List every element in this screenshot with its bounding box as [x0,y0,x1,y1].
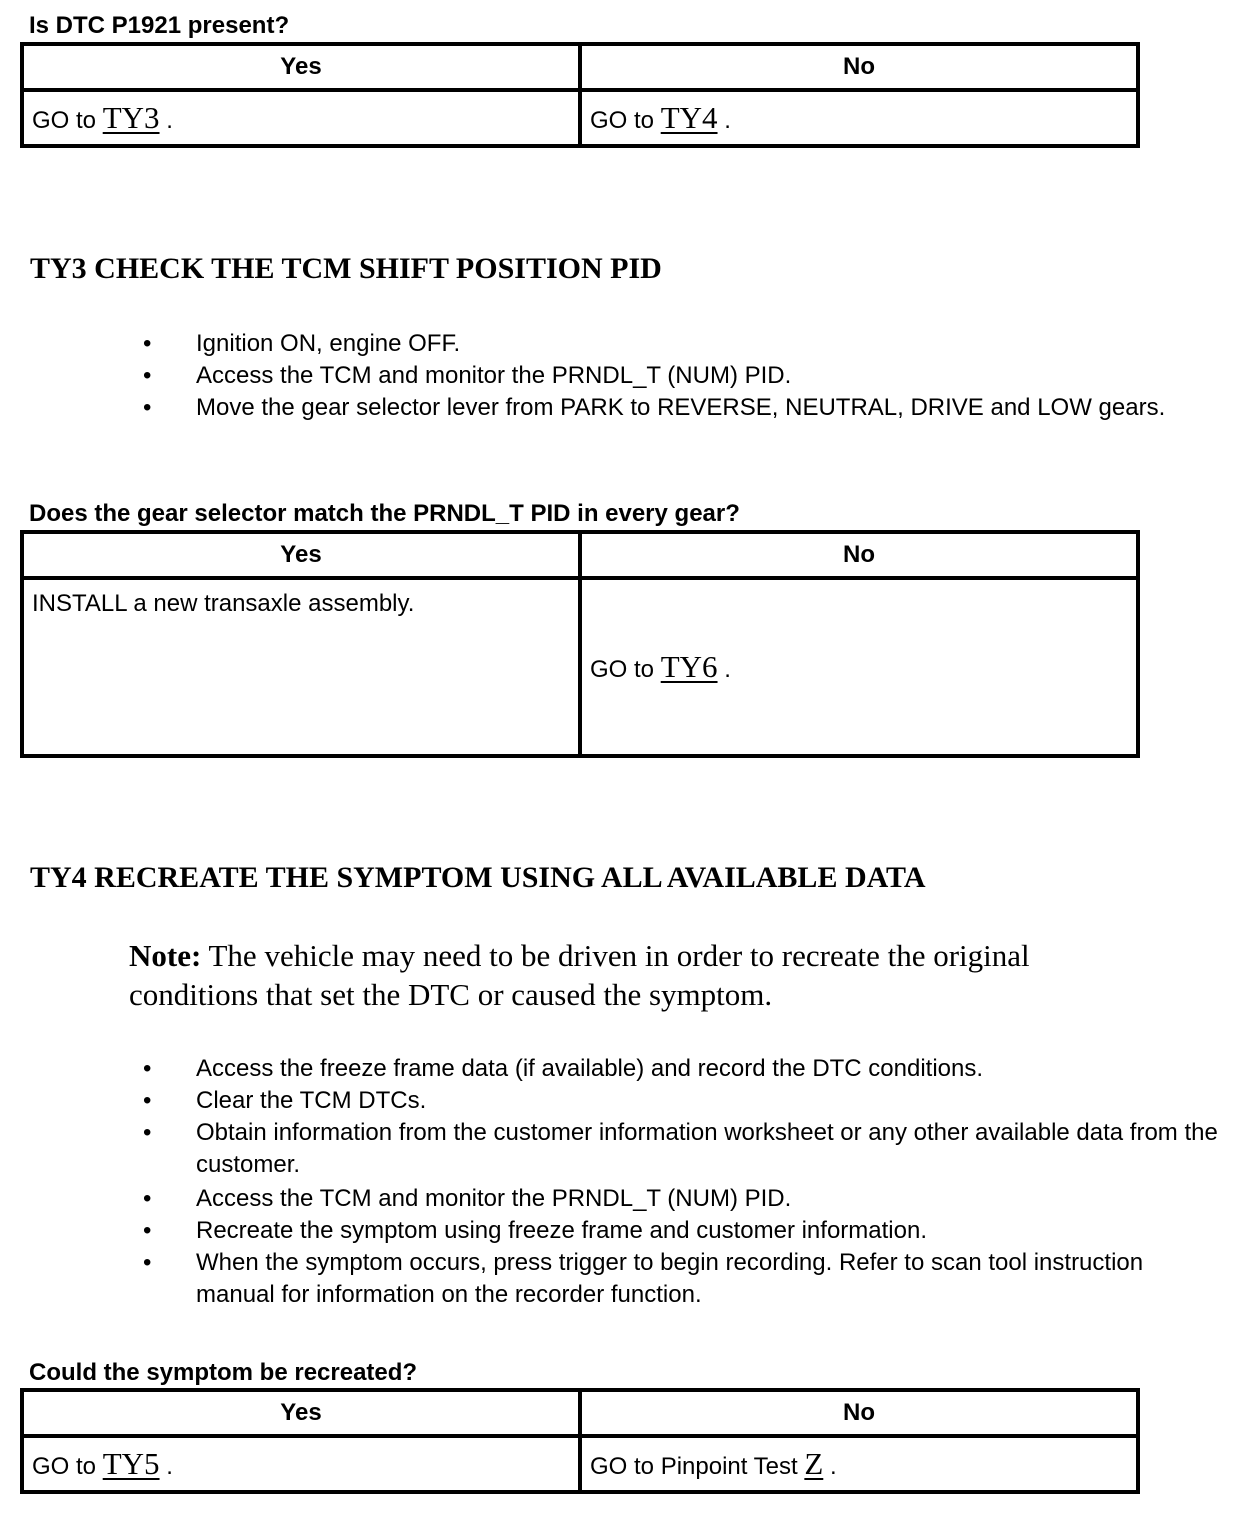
header-yes: Yes [22,1390,580,1436]
link-ty4[interactable]: TY4 [660,100,718,135]
cell-suffix: . [724,107,731,134]
cell-yes [22,90,580,146]
question-symptom-recreated: Could the symptom be recreated? [29,1359,418,1386]
link-pinpoint-test-z[interactable]: Z [804,1446,824,1481]
decision-table-symptom-recreated [20,1388,1140,1494]
decision-table-dtc-p1921 [20,42,1140,148]
step-item: • Move the gear selector lever from PARK to REVERSE, NEUTRAL, DRIVE and LOW gears. [140,392,1176,424]
cell-no [580,90,1138,146]
cell-suffix: . [724,656,731,683]
cell-suffix: . [829,1453,837,1480]
cell-text: INSTALL a new transaxle assembly. [32,590,415,617]
question-dtc-p1921: Is DTC P1921 present? [29,12,290,39]
header-yes: Yes [22,44,580,90]
note-label: Note: [129,938,202,973]
step-item: • Ignition ON, engine OFF. [140,328,1220,360]
link-ty6[interactable]: TY6 [660,649,718,684]
note-text: The vehicle may need to be driven in order to recreate the original conditions that set the DTC or caused the symptom. [129,938,1030,1012]
cell-no [580,578,1138,756]
heading-ty4: TY4 RECREATE THE SYMPTOM USING ALL AVAILABLE DATA [30,861,926,894]
ty3-step-list [140,328,1220,424]
question-gear-selector-match: Does the gear selector match the PRNDL_T PID in every gear? [29,500,740,527]
header-yes: Yes [22,532,580,578]
cell-prefix: GO to Pinpoint Test [590,1453,798,1480]
header-no: No [580,1390,1138,1436]
step-item: • Recreate the symptom using freeze frame and customer information. [140,1215,1220,1247]
cell-prefix: GO to [590,107,655,134]
cell-suffix: . [166,1453,173,1480]
note-block [129,936,1129,1014]
step-item: • Access the freeze frame data (if available) and record the DTC conditions. [140,1053,1220,1085]
step-item: • Access the TCM and monitor the PRNDL_T (NUM) PID. [140,1183,1220,1215]
link-ty5[interactable]: TY5 [102,1446,160,1481]
cell-yes [22,578,580,756]
decision-table-gear-selector [20,530,1140,758]
heading-ty3: TY3 CHECK THE TCM SHIFT POSITION PID [30,252,662,285]
step-item: • Access the TCM and monitor the PRNDL_T (NUM) PID. [140,360,1220,392]
step-item: • Obtain information from the customer information worksheet or any other available data from the customer. [140,1117,1220,1181]
header-no: No [580,44,1138,90]
cell-prefix: GO to [32,1453,97,1480]
cell-prefix: GO to [32,107,97,134]
cell-no [580,1436,1138,1492]
link-ty3[interactable]: TY3 [102,100,160,135]
step-item: • When the symptom occurs, press trigger to begin recording. Refer to scan tool instruction manual for information on the recorder function. [140,1247,1166,1311]
ty4-step-list [140,1053,1220,1311]
cell-yes [22,1436,580,1492]
header-no: No [580,532,1138,578]
cell-prefix: GO to [590,656,655,683]
cell-suffix: . [166,107,173,134]
step-item: • Clear the TCM DTCs. [140,1085,1220,1117]
